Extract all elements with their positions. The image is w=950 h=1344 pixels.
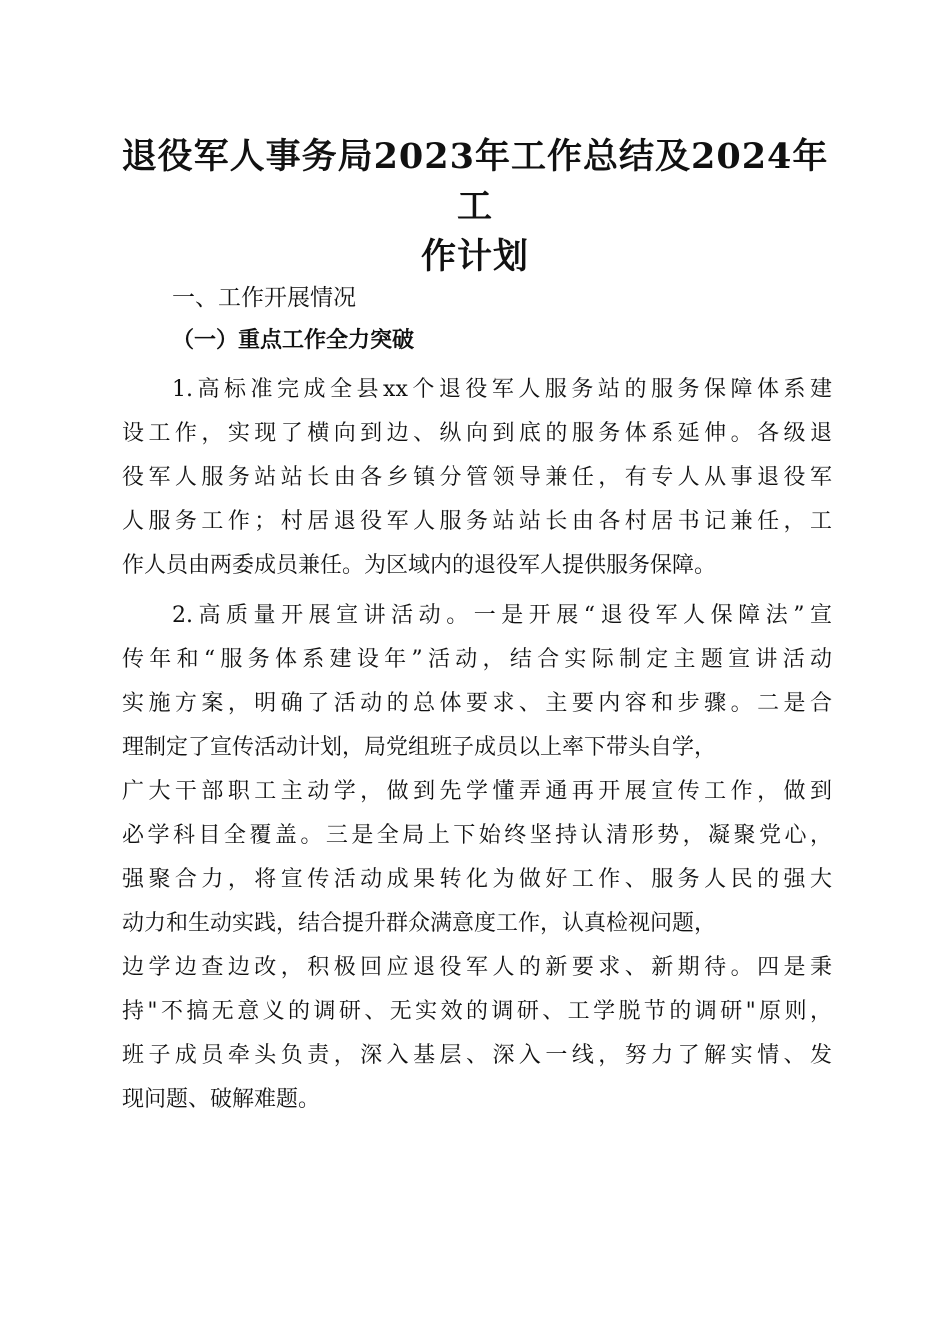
paragraph-1 — [122, 368, 832, 588]
paragraph-line: 广大干部职工主动学，做到先学懂弄通再开展宣传工作，做到 — [122, 779, 832, 804]
paragraph-line: 现问题、破解难题。 — [122, 1087, 321, 1112]
title-line-2: 作计划 — [420, 236, 529, 277]
paragraph-line: 设工作，实现了横向到边、纵向到底的服务体系延伸。各级退 — [122, 421, 832, 446]
title-line-1: 退役军人事务局2023年工作总结及2024年工 — [121, 136, 829, 227]
paragraph-line: 班子成员牵头负责，深入基层、深入一线，努力了解实情、发 — [122, 1043, 832, 1068]
paragraph-line: 1.高标准完成全县xx个退役军人服务站的服务保障体系建 — [172, 377, 832, 402]
paragraph-line: 传年和“服务体系建设年”活动，结合实际制定主题宣讲活动 — [122, 647, 832, 672]
subsection-heading: （一）重点工作全力突破 — [172, 327, 415, 353]
paragraph-line: 强聚合力，将宣传活动成果转化为做好工作、服务人民的强大 — [122, 867, 832, 892]
paragraph-line: 必学科目全覆盖。三是全局上下始终坚持认清形势，凝聚党心， — [122, 823, 832, 848]
paragraph-2 — [122, 594, 832, 1122]
paragraph-line: 动力和生动实践，结合提升群众满意度工作，认真检视问题， — [122, 911, 717, 936]
paragraph-line: 实施方案，明确了活动的总体要求、主要内容和步骤。二是合 — [122, 691, 832, 716]
paragraph-line: 持"不搞无意义的调研、无实效的调研、工学脱节的调研"原则， — [122, 999, 832, 1024]
section-heading: 一、工作开展情况 — [172, 285, 356, 311]
paragraph-line: 2.高质量开展宣讲活动。一是开展“退役军人保障法”宣 — [172, 603, 832, 628]
paragraph-line: 理制定了宣传活动计划，局党组班子成员以上率下带头自学， — [122, 735, 717, 760]
paragraph-line: 人服务工作；村居退役军人服务站站长由各村居书记兼任，工 — [122, 509, 832, 534]
document-title — [110, 132, 840, 282]
paragraph-line: 作人员由两委成员兼任。为区域内的退役军人提供服务保障。 — [122, 553, 717, 578]
paragraph-line: 役军人服务站站长由各乡镇分管领导兼任，有专人从事退役军 — [122, 465, 832, 490]
paragraph-line: 边学边查边改，积极回应退役军人的新要求、新期待。四是秉 — [122, 955, 832, 980]
